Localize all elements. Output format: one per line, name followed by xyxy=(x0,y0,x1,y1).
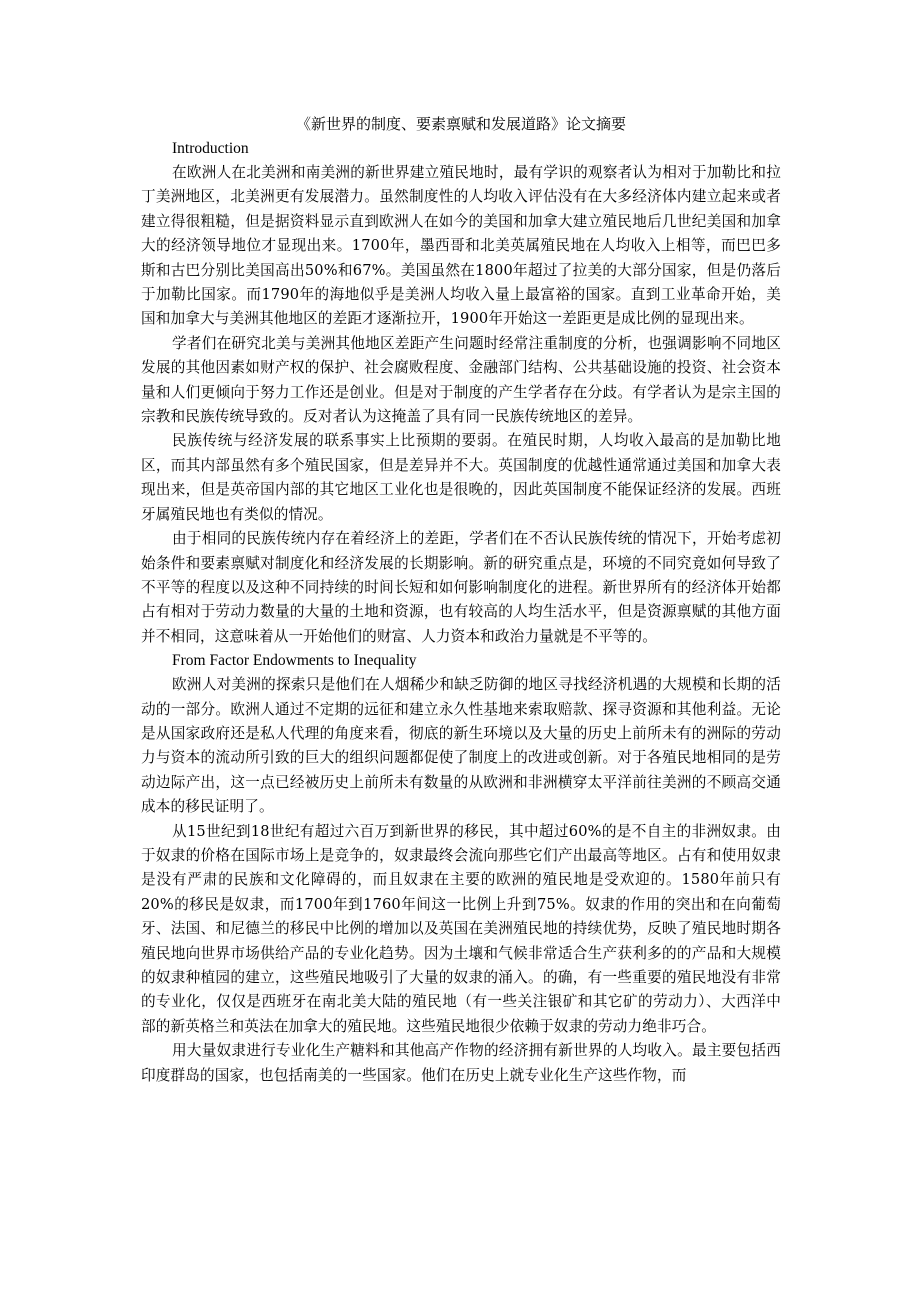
paragraph: 从15世纪到18世纪有超过六百万到新世界的移民，其中超过60%的是不自主的非洲奴隶。由于奴隶的价格在国际市场上是竞争的，奴隶最终会流向那些它们产出最高等地区。占有和使用奴隶是没有严肃的民族和文化障碍的，而且奴隶在主要的欧洲的殖民地是受欢迎的。1580年前只有20%的移民是奴隶，而1700年到1760年间这一比例上升到75%。奴隶的作用的突出和在向葡萄牙、法国、和尼德兰的移民中比例的增加以及英国在美洲殖民地的持续优势，反映了殖民地时期各殖民地向世界市场供给产品的专业化趋势。因为土壤和气候非常适合生产获利多的的产品和大规模的奴隶种植园的建立，这些殖民地吸引了大量的奴隶的涌入。的确，有一些重要的殖民地没有非常的专业化，仅仅是西班牙在南北美大陆的殖民地（有一些关注银矿和其它矿的劳动力）、大西洋中部的新英格兰和英法在加拿大的殖民地。这些殖民地很少依赖于奴隶的劳动力绝非巧合。 xyxy=(141,822,781,1035)
paragraph: 民族传统与经济发展的联系事实上比预期的要弱。在殖民时期，人均收入最高的是加勒比地区，而其内部虽然有多个殖民国家，但是差异并不大。英国制度的优越性通常通过美国和加拿大表现出来，但是英帝国内部的其它地区工业化也是很晚的，因此英国制度不能保证经济的发展。西班牙属殖民地也有类似的情况。 xyxy=(141,432,781,523)
section-introduction xyxy=(141,137,781,649)
paragraph: 学者们在研究北美与美洲其他地区差距产生问题时经常注重制度的分析，也强调影响不同地区发展的其他因素如财产权的保护、社会腐败程度、金融部门结构、公共基础设施的投资、社会资本量和人们更倾向于努力工作还是创业。但是对于制度的产生学者存在分歧。有学者认为是宗主国的宗教和民族传统导致的。反对者认为这掩盖了具有同一民族传统地区的差异。 xyxy=(141,334,781,426)
paragraph: 用大量奴隶进行专业化生产糖料和其他高产作物的经济拥有新世界的人均收入。最主要包括西印度群岛的国家，也包括南美的一些国家。他们在历史上就专业化生产这些作物，而 xyxy=(141,1042,781,1084)
paragraph: 欧洲人对美洲的探索只是他们在人烟稀少和缺乏防御的地区寻找经济机遇的大规模和长期的活动的一部分。欧洲人通过不定期的远征和建立永久性基地来索取赔款、探寻资源和其他利益。无论是从国家政府还是私人代理的角度来看，彻底的新生环境以及大量的历史上前所未有的洲际的劳动力与资本的流动所引致的巨大的组织问题都促使了制度上的改进或创新。对于各殖民地相同的是劳动边际产出，这一点已经被历史上前所未有数量的从欧洲和非洲横穿太平洋前往美洲的不顾高交通成本的移民证明了。 xyxy=(141,676,781,816)
paragraph: 由于相同的民族传统内存在着经济上的差距，学者们在不否认民族传统的情况下，开始考虑初始条件和要素禀赋对制度化和经济发展的长期影响。新的研究重点是，环境的不同究竟如何导致了不平等的程度以及这种不同持续的时间长短和如何影响制度化的进程。新世界所有的经济体开始都占有相对于劳动力数量的大量的土地和资源，也有较高的人均生活水平，但是资源禀赋的其他方面并不相同，这意味着从一开始他们的财富、人力资本和政治力量就是不平等的。 xyxy=(141,530,781,645)
document-page xyxy=(141,112,781,1088)
paragraph: 在欧洲人在北美洲和南美洲的新世界建立殖民地时，最有学识的观察者认为相对于加勒比和拉丁美洲地区，北美洲更有发展潜力。虽然制度性的人均收入评估没有在大多经济体内建立起来或者建立得很粗糙，但是据资料显示直到欧洲人在如今的美国和加拿大建立殖民地后几世纪美国和加拿大的经济领导地位才显现出来。1700年，墨西哥和北美英属殖民地在人均收入上相等，而巴巴多斯和古巴分别比美国高出50%和67%。美国虽然在1800年超过了拉美的大部分国家，但是仍落后于加勒比国家。而1790年的海地似乎是美洲人均收入量上最富裕的国家。直到工业革命开始，美国和加拿大与美洲其他地区的差距才逐渐拉开，1900年开始这一差距更是成比例的显现出来。 xyxy=(141,164,781,328)
section-heading: From Factor Endowments to Inequality xyxy=(172,652,417,670)
section-factor-endowments xyxy=(141,649,781,1088)
document-title: 《新世界的制度、要素禀赋和发展道路》论文摘要 xyxy=(295,115,626,133)
section-heading: Introduction xyxy=(172,140,249,157)
